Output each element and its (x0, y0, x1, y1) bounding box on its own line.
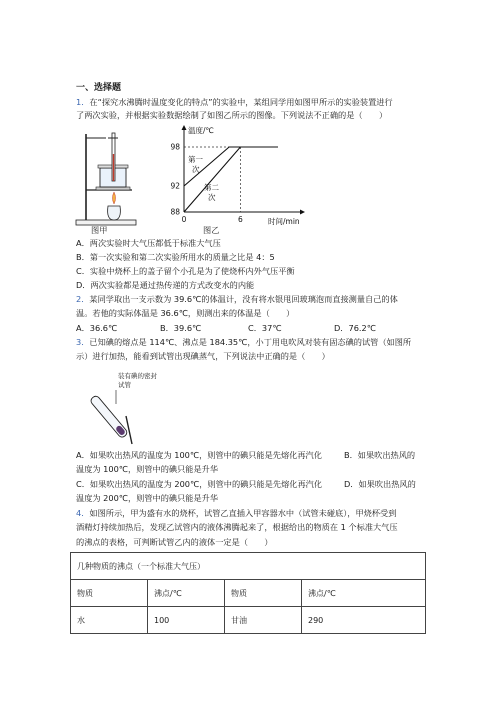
q3-option-b: B．如果吹出热风的 (344, 450, 416, 460)
q1-graph (150, 124, 322, 236)
series-label-1: 第一 (188, 155, 203, 164)
x-tick-label: 0 (181, 215, 187, 224)
flame (113, 192, 116, 204)
table-header-cell: 沸点/℃ (148, 580, 225, 607)
q1-option-c: C．实验中烧杯上的盖子留个小孔是为了使烧杯内外气压平衡 (76, 266, 295, 276)
table-title-row (71, 553, 426, 580)
x-axis-arrow (300, 210, 305, 215)
q3-option-b-cont: 温度为 100℃，则管中的碘只能是升华 (76, 464, 219, 474)
q1-option-d: D．两次实验都是通过热传递的方式改变水的内能 (76, 280, 255, 290)
q3-stem-line1: 3．已知碘的熔点是 114℃、沸点是 184.35℃，小丁用电吹风对装有固态碘的试管（如图所 (76, 337, 412, 347)
q1-stem-line2: 了两次实验，并根据实验数据绘制了如图乙所示的图像。下列说法不正确的是（ ） (76, 110, 388, 120)
table-header-cell: 物质 (225, 580, 302, 607)
q3-option-d: D．如果吹出热风的 (344, 479, 416, 489)
q2-stem-line1: 2．某同学取出一支示数为 39.6℃的体温计，没有将水银甩回玻璃泡而直接测量自己的体 (76, 294, 398, 304)
q4-stem-line1: 4．如图所示，甲为盛有水的烧杯，试管乙直插入甲容器水中（试管未碰底），甲烧杯受到 (76, 508, 397, 518)
sealed-tube (89, 395, 128, 439)
table-header-cell: 沸点/℃ (302, 580, 426, 607)
table-cell: 甘油 (225, 607, 302, 634)
q1-stem-line1: 1．在“探究水沸腾时温度变化的特点”的实验中，某组同学用如图甲所示的实验装置进行 (76, 97, 393, 107)
table-title: 几种物质的沸点（一个标准大气压） (71, 553, 426, 580)
q3-stem-line2: 示）进行加热，能看到试管出现碘蒸气，下列说法中正确的是（ ） (76, 351, 330, 361)
table-cell: 水 (71, 607, 148, 634)
q4-number: 4． (76, 508, 90, 518)
table-header-row (71, 580, 426, 607)
y-tick-label: 88 (170, 207, 180, 217)
series-label-1-cont: 次 (192, 165, 200, 174)
q3-figure-label-line2: 试管 (118, 381, 131, 389)
q1-figure-apparatus (70, 124, 150, 236)
alcohol-lamp (108, 206, 121, 220)
y-tick-label: 92 (170, 181, 180, 191)
q3-figure-label-line1: 装有碘的密封 (118, 372, 157, 380)
q1-option-b: B．第一次实验和第二次实验所用水的质量之比是 4：5 (76, 252, 275, 262)
q1-option-a: A．两次实验时大气压都低于标准大气压 (76, 238, 221, 248)
section-title: 一、选择题 (76, 83, 122, 93)
thermometer-column (113, 154, 114, 181)
q3-option-c: C．如果吹出热风的温度为 200℃，则管中的碘只能是先熔化再汽化 (76, 479, 323, 489)
x-axis-label: 时间/min (268, 217, 300, 226)
table-cell: 100 (148, 607, 225, 634)
stand (126, 416, 132, 444)
q3-figure-test-tube (82, 388, 146, 446)
table-row (71, 607, 426, 634)
series-label-2-cont: 次 (208, 193, 216, 202)
q3-option-d-cont: 温度为 200℃，则管中的碘只能是升华 (76, 493, 219, 503)
q2-option-b: B．39.6℃ (160, 323, 202, 333)
q4-stem-line2: 酒精灯持续加热后，发现乙试管内的液体沸腾起来了，根据给出的物质在 1 个标准大气压 (76, 522, 398, 532)
fig-yi-caption: 图乙 (203, 225, 220, 235)
q4-stem-line3: 的沸点的表格，可判断试管乙内的液体一定是（ ） (76, 537, 273, 547)
table-cell: 290 (302, 607, 426, 634)
q2-stem-line2: 温。若他的实际体温是 36.6℃，则测出来的体温是（ ） (76, 308, 295, 318)
fig-jia-caption: 图甲 (91, 225, 108, 235)
q1-number: 1． (76, 97, 90, 107)
q2-option-d: D．76.2℃ (334, 323, 376, 333)
q2-option-c: C．37℃ (248, 323, 282, 333)
q2-option-a: A．36.6℃ (76, 323, 118, 333)
x-tick-label: 6 (238, 215, 243, 224)
q2-number: 2． (76, 294, 90, 304)
y-axis-label: 温度/℃ (188, 126, 214, 135)
y-axis-arrow (182, 125, 187, 130)
q3-option-a: A．如果吹出热风的温度为 100℃，则管中的碘只能是先熔化再汽化 (76, 450, 322, 460)
series-label-2: 第二 (204, 183, 219, 192)
q3-number: 3． (76, 337, 90, 347)
table-header-cell: 物质 (71, 580, 148, 607)
boiling-point-table (70, 552, 426, 634)
y-tick-label: 98 (170, 142, 180, 152)
